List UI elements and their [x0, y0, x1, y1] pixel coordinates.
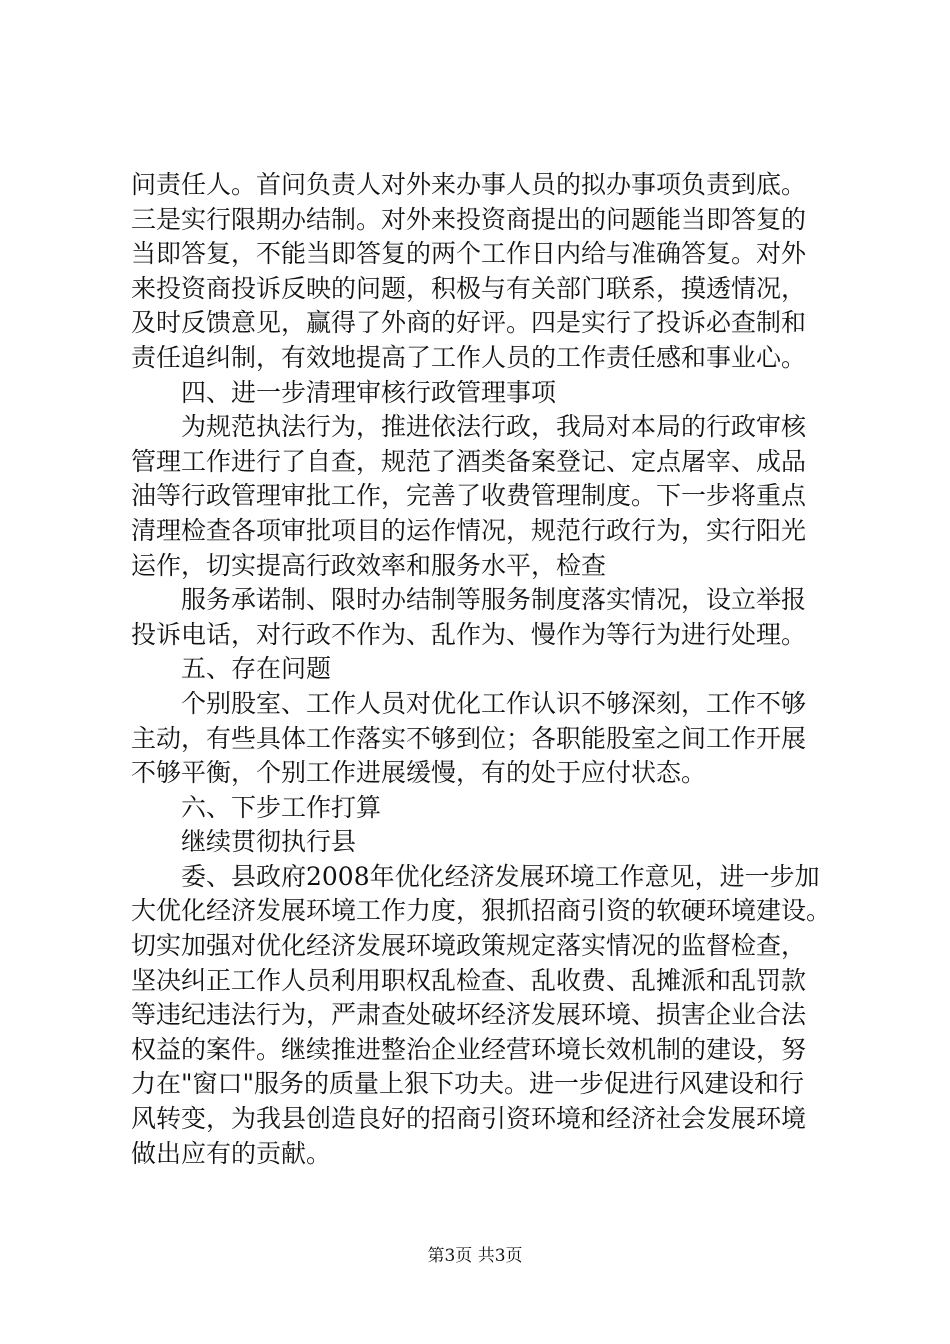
body-line: 油等行政管理审批工作，完善了收费管理制度。下一步将重点	[131, 481, 807, 511]
body-line: 运作，切实提高行政效率和服务水平，检查	[131, 550, 607, 580]
body-line: 等违纪违法行为，严肃查处破坏经济发展环境、损害企业合法	[131, 1000, 807, 1030]
section-heading: 六、下步工作打算	[181, 792, 382, 822]
body-line: 委、县政府2008年优化经济发展环境工作意见，进一步加	[181, 861, 820, 891]
body-line: 问责任人。首问负责人对外来办事人员的拟办事项负责到底。	[131, 170, 807, 199]
body-line: 主动，有些具体工作落实不够到位；各职能股室之间工作开展	[131, 723, 807, 753]
body-line: 力在"窗口"服务的质量上狠下功夫。进一步促进行风建设和行	[131, 1069, 805, 1099]
body-line: 权益的案件。继续推进整治企业经营环境长效机制的建设，努	[131, 1034, 807, 1064]
document-body	[131, 168, 831, 1171]
body-line: 风转变，为我县创造良好的招商引资环境和经济社会发展环境	[131, 1104, 807, 1134]
body-line: 不够平衡，个别工作进展缓慢，有的处于应付状态。	[131, 758, 707, 788]
body-line: 切实加强对优化经济发展环境政策规定落实情况的监督检查，	[131, 931, 807, 961]
body-line: 当即答复，不能当即答复的两个工作日内给与准确答复。对外	[131, 239, 807, 269]
body-line: 管理工作进行了自查，规范了酒类备案登记、定点屠宰、成品	[131, 446, 807, 476]
body-line: 大优化经济发展环境工作力度，狠抓招商引资的软硬环境建设。	[131, 896, 832, 926]
body-line: 个别股室、工作人员对优化工作认识不够深刻，工作不够	[181, 688, 807, 718]
body-line: 坚决纠正工作人员利用职权乱检查、乱收费、乱摊派和乱罚款	[131, 965, 807, 995]
page-footer	[0, 1245, 950, 1267]
body-line: 为规范执法行为，推进依法行政，我局对本局的行政审核	[181, 412, 807, 442]
section-heading: 五、存在问题	[181, 654, 332, 684]
section-heading: 四、进一步清理审核行政管理事项	[181, 377, 557, 407]
body-line: 继续贯彻执行县	[181, 827, 357, 857]
body-line: 清理检查各项审批项目的运作情况，规范行政行为，实行阳光	[131, 515, 807, 545]
body-line: 及时反馈意见，赢得了外商的好评。四是实行了投诉必查制和	[131, 308, 807, 338]
body-line: 投诉电话，对行政不作为、乱作为、慢作为等行为进行处理。	[131, 619, 807, 649]
body-line: 三是实行限期办结制。对外来投资商提出的问题能当即答复的	[131, 204, 807, 234]
page-number-label: 第3页 共3页	[427, 1246, 523, 1266]
body-line: 来投资商投诉反映的问题，积极与有关部门联系，摸透情况，	[131, 273, 807, 303]
body-line: 做出应有的贡献。	[131, 1138, 332, 1168]
body-line: 服务承诺制、限时办结制等服务制度落实情况，设立举报	[181, 585, 807, 615]
body-line: 责任追纠制，有效地提高了工作人员的工作责任感和事业心。	[131, 342, 807, 372]
